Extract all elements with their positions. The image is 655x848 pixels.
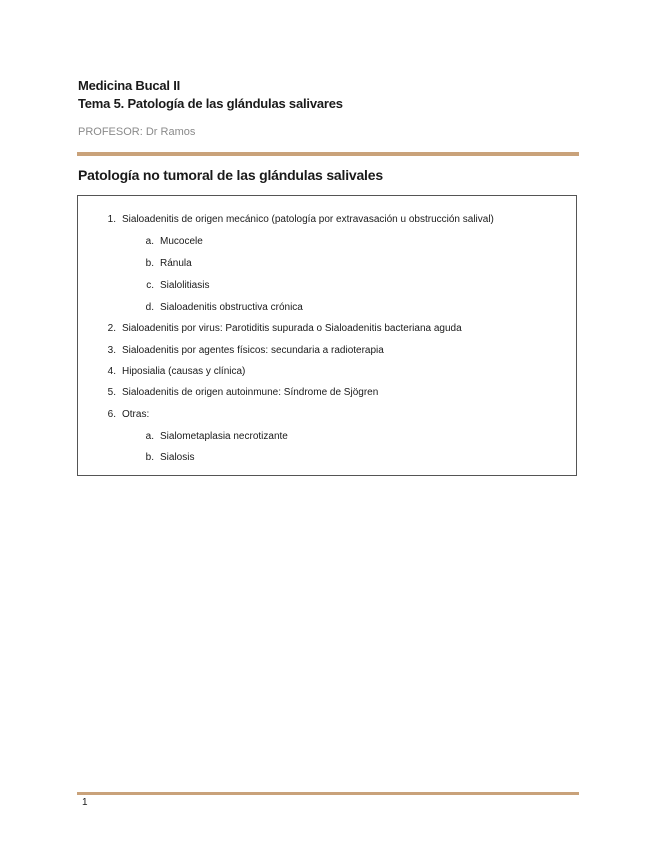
list-marker: 6. <box>107 409 116 420</box>
list-item-text: Sialolitiasis <box>160 280 210 291</box>
footer-divider <box>77 792 579 795</box>
list-item-text: Hiposialia (causas y clínica) <box>122 366 246 377</box>
list-marker: a. <box>145 431 154 442</box>
list-marker: b. <box>145 452 154 463</box>
list-item-text: Otras: <box>122 409 150 420</box>
section-title: Patología no tumoral de las glándulas salivales <box>78 167 383 183</box>
list-item-text: Ránula <box>160 258 192 269</box>
list-marker: 1. <box>107 214 116 225</box>
list-marker: 4. <box>107 366 116 377</box>
list-item-text: Sialoadenitis de origen mecánico (patología por extravasación u obstrucción salival) <box>122 214 494 225</box>
list-marker: c. <box>146 280 154 291</box>
outline-box <box>77 195 577 476</box>
list-item-text: Mucocele <box>160 236 203 247</box>
list-item-text: Sialoadenitis obstructiva crónica <box>160 302 303 313</box>
page-number: 1 <box>82 797 88 808</box>
topic-title: Tema 5. Patología de las glándulas salivares <box>78 96 343 111</box>
list-marker: 5. <box>107 387 116 398</box>
list-item-text: Sialoadenitis de origen autoinmune: Síndrome de Sjögren <box>122 387 379 398</box>
course-title: Medicina Bucal II <box>78 78 181 93</box>
list-item-text: Sialometaplasia necrotizante <box>160 431 288 442</box>
list-marker: b. <box>145 258 154 269</box>
header-divider <box>77 152 579 156</box>
list-item-text: Sialosis <box>160 452 195 463</box>
list-item-text: Sialoadenitis por virus: Parotiditis supurada o Sialoadenitis bacteriana aguda <box>122 323 462 334</box>
list-marker: d. <box>145 302 154 313</box>
professor-label: PROFESOR: Dr Ramos <box>78 126 196 138</box>
list-marker: 3. <box>107 345 116 356</box>
list-marker: 2. <box>107 323 116 334</box>
list-item-text: Sialoadenitis por agentes físicos: secundaria a radioterapia <box>122 345 384 356</box>
list-marker: a. <box>145 236 154 247</box>
